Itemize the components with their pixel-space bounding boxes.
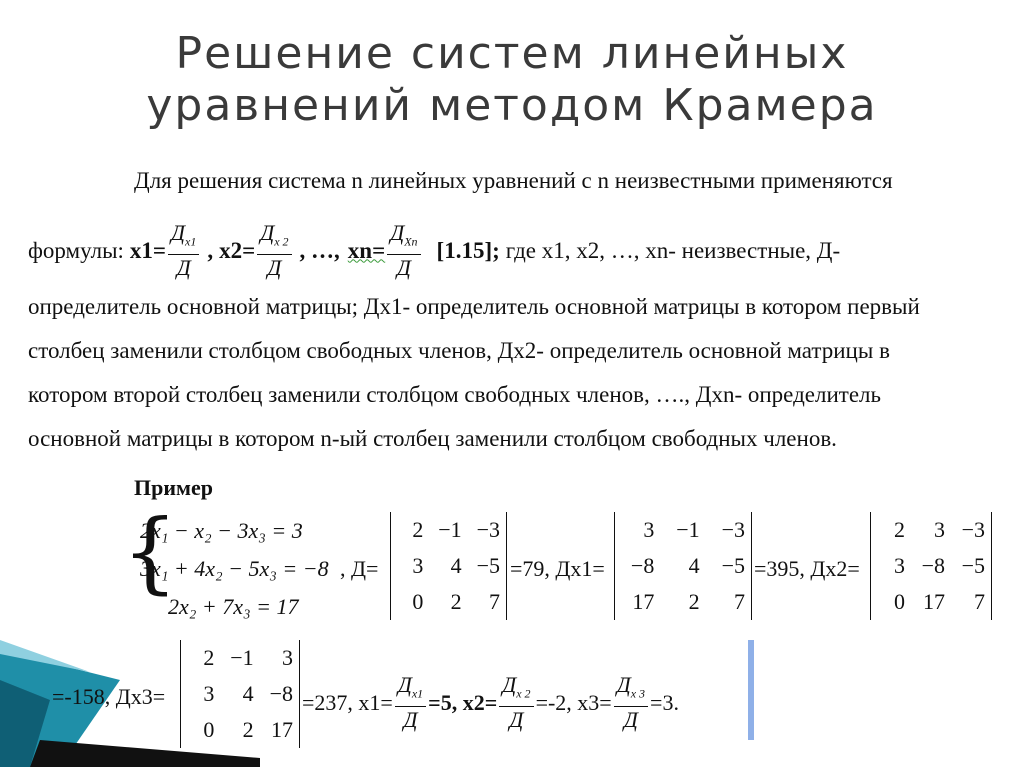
x2-label: x2=	[219, 237, 256, 263]
dots: , …,	[299, 237, 340, 263]
matrix-dx3: 2 −1 3 3 4 −8 0 2 17	[180, 640, 300, 748]
intro-text: Для решения система n линейных уравнений с n неизвестными применяются	[134, 168, 893, 193]
label-dx1: =79, Дx1=	[510, 556, 605, 581]
slide-title	[0, 28, 1024, 132]
formulas-tail: где x1, x2, …, xn- неизвестные, Д-	[505, 237, 841, 263]
equation-2: 3x₁ + 4x₂ − 5x₃ = −8	[140, 556, 329, 581]
paragraph-line: котором второй столбец заменили столбцом свободных членов, …., Дxn- определитель	[28, 382, 881, 407]
x1-label: x1=	[129, 237, 167, 263]
fraction-result-x2: $\frac{Д_{x 2}}{Д}$	[499, 672, 533, 733]
label-dx3: =-158, Дx3=	[52, 684, 166, 709]
blue-accent-bar	[748, 640, 754, 740]
fraction-x2: $\frac{Д_{x 2}}{Д}$	[257, 220, 291, 281]
label-d: , Д=	[340, 556, 379, 581]
equation-3: 2x₂ + 7x₃ = 17	[168, 594, 299, 619]
matrix-dx1: 3 −1 −3 −8 4 −5 17 2 7	[614, 512, 752, 620]
system-brace: {	[122, 500, 178, 603]
result-x2: =-2, x3=	[535, 689, 612, 715]
definition-paragraph	[28, 285, 920, 461]
results-line	[302, 672, 679, 733]
fraction-result-x1: $\frac{Д_{x1}}{Д}$	[395, 672, 426, 733]
fraction-x1: $\frac{Д_{x1}}{Д}$	[168, 220, 199, 281]
equation-1: 2x₁ − x₂ − 3x₃ = 3	[140, 518, 303, 543]
matrix-d: 2 −1 −3 3 4 −5 0 2 7	[390, 512, 507, 620]
formulas-label: формулы:	[28, 237, 124, 263]
paragraph-line: основной матрицы в котором n-ый столбец заменили столбцом свободных членов.	[28, 426, 837, 451]
fraction-result-x3: $\frac{Д_{x 3}}{Д}$	[614, 672, 648, 733]
result-x3: =3.	[650, 689, 679, 715]
matrix-dx2: 2 3 −3 3 −8 −5 0 17 7	[870, 512, 992, 620]
result-x1: =5, x2=	[428, 689, 498, 715]
xn-label: xn=	[347, 237, 386, 263]
fraction-xn: $\frac{Д_{Xn}}{Д}$	[387, 220, 420, 281]
paragraph-line: столбец заменили столбцом свободных членов, Дx2- определитель основной матрицы в	[28, 338, 890, 363]
result-dx3: =237, x1=	[302, 689, 393, 715]
reference: [1.15];	[436, 237, 500, 263]
title-line-1: Решение систем линейных	[175, 28, 849, 79]
paragraph-line: определитель основной матрицы; Дx1- определитель основной матрицы в котором первый	[28, 294, 920, 319]
label-dx2: =395, Дx2=	[754, 556, 860, 581]
example-label: Пример	[134, 475, 214, 500]
title-line-2: уравнений методом Крамера	[146, 80, 878, 131]
formulas-line: формулы: x1= $\frac{Д_{x1}}{Д}$ , x2= $\frac{Д_{x 2}}{Д}$ , …, xn= $\frac{Д_{Xn}}{Д}$ [1.15]; где x1, x2, …, xn- неизвестные, Д-	[28, 220, 841, 281]
